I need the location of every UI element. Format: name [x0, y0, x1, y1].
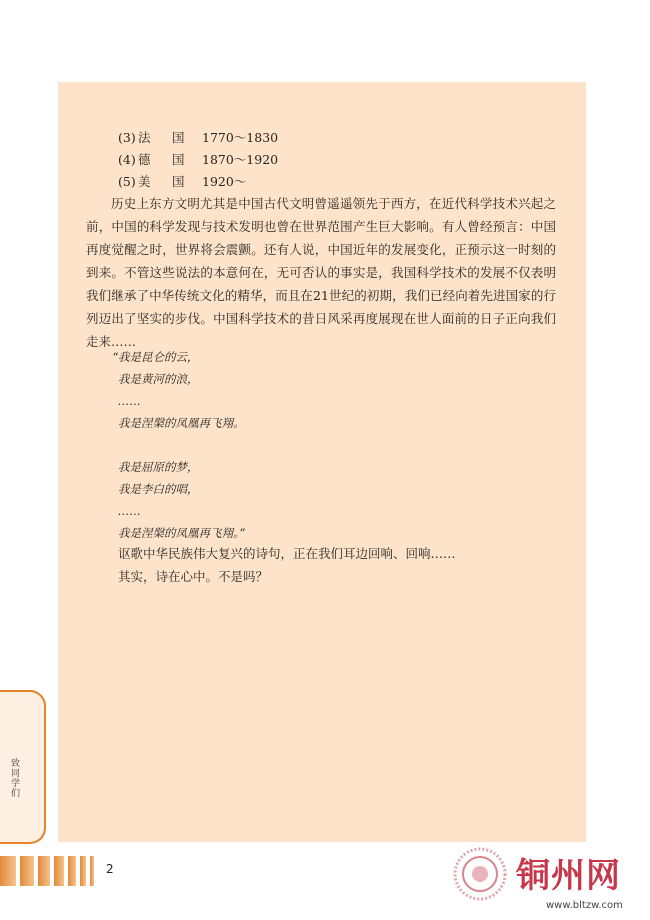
year-range: 1920～ — [202, 174, 247, 189]
chapter-label: 致同学们 — [9, 758, 19, 798]
chapter-side-tab — [0, 690, 46, 844]
list-item — [118, 149, 278, 171]
list-item — [118, 127, 278, 149]
list-item — [118, 171, 278, 193]
decorative-stripes — [0, 856, 98, 886]
country-char-2: 国 — [172, 152, 185, 167]
poem-line: 我是涅槃的凤凰再飞翔。 — [118, 416, 245, 430]
item-number: (3) — [118, 130, 136, 145]
watermark-name: 铜州网 — [516, 856, 621, 896]
poem-ellipsis: …… — [118, 504, 141, 518]
country-char-1: 美 — [138, 174, 151, 189]
poem-ellipsis: …… — [118, 394, 141, 408]
country-char-2: 国 — [172, 130, 185, 145]
page-number: 2 — [106, 862, 114, 876]
poem-line: 我是黄河的浪， — [118, 372, 199, 386]
closing-line: 其实，诗在心中。不是吗？ — [118, 569, 269, 584]
closing-text — [118, 542, 456, 588]
country-char-1: 法 — [138, 130, 151, 145]
poem-line: 我是涅槃的凤凰再飞翔。” — [118, 526, 245, 540]
poem-line: 我是屈原的梦， — [118, 460, 199, 474]
poem-line: 我是李白的唱， — [118, 482, 199, 496]
poem-line: “我是昆仑的云， — [112, 350, 199, 364]
item-number: (5) — [118, 174, 136, 189]
country-char-2: 国 — [172, 174, 185, 189]
watermark-url: www.bltzw.com — [546, 900, 623, 911]
country-char-1: 德 — [138, 152, 151, 167]
country-period-list — [118, 127, 278, 193]
year-range: 1870～1920 — [202, 152, 279, 167]
watermark-logo-icon — [452, 846, 508, 902]
closing-line: 讴歌中华民族伟大复兴的诗句，正在我们耳边回响、回响…… — [118, 546, 456, 561]
year-range: 1770～1830 — [202, 130, 279, 145]
body-text — [86, 192, 556, 353]
poem — [112, 346, 245, 544]
item-number: (4) — [118, 152, 136, 167]
paragraph: 历史上东方文明尤其是中国古代文明曾遥遥领先于西方，在近代科学技术兴起之前，中国的科学发现与技术发明也曾在世界范围产生巨大影响。有人曾经预言：中国再度觉醒之时，世界将会震颤。还有人说，中国近年的发展变化，正预示这一时刻的到来。不管这些说法的本意何在，无可否认的事实是，我国科学技术的发展不仅表明我们继承了中华传统文化的精华，而且在21世纪的初期，我们已经向着先进国家的行列迈出了坚实的步伐。中国科学技术的昔日风采再度展现在世人面前的日子正向我们走来…… — [86, 196, 556, 349]
